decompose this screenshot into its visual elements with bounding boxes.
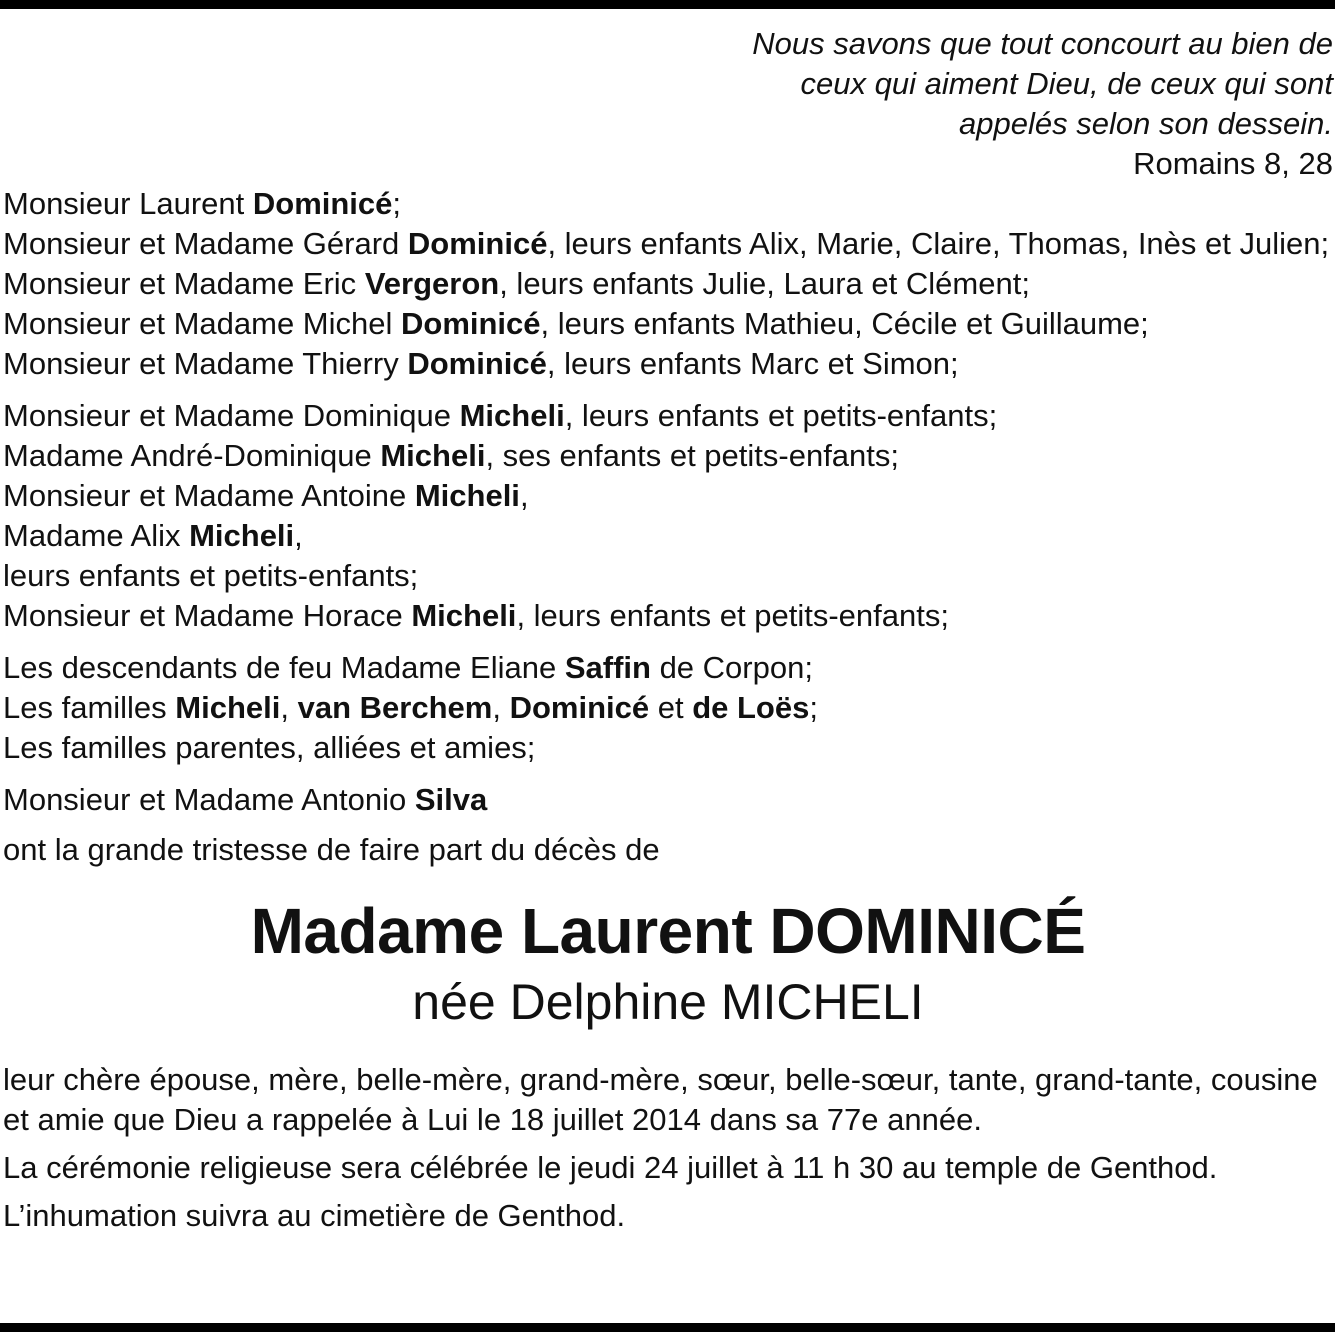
notice-details [3,1060,1333,1236]
family-line: Monsieur et Madame Antoine Micheli, [3,478,529,513]
family-line: Madame André-Dominique Micheli, ses enfants et petits-enfants; [3,438,900,473]
top-rule [0,0,1335,9]
announcement-text: ont la grande tristesse de faire part du décès de [3,832,660,867]
family-group-2 [3,396,1333,636]
family-line: Monsieur et Madame Gérard Dominicé, leurs enfants Alix, Marie, Claire, Thomas, Inès et Julien; [3,226,1330,261]
family-line: Madame Alix Micheli, [3,518,303,553]
quote-reference: Romains 8, 28 [1133,146,1333,181]
family-group-1 [3,184,1333,384]
ceremony-text: La cérémonie religieuse sera célébrée le jeudi 24 juillet à 11 h 30 au temple de Genthod. [3,1150,1218,1185]
family-group-4 [3,780,1333,820]
burial-text: L’inhumation suivra au cimetière de Genthod. [3,1198,626,1233]
family-line: Monsieur et Madame Eric Vergeron, leurs enfants Julie, Laura et Clément; [3,266,1030,301]
notice-content [3,24,1333,1244]
scripture-quote [3,24,1333,144]
family-line: Monsieur et Madame Thierry Dominicé, leurs enfants Marc et Simon; [3,346,959,381]
family-line: Les descendants de feu Madame Eliane Saffin de Corpon; [3,650,813,685]
quote-line: Nous savons que tout concourt au bien de [752,26,1333,61]
family-line: Monsieur et Madame Dominique Micheli, leurs enfants et petits-enfants; [3,398,998,433]
family-line: Monsieur et Madame Michel Dominicé, leurs enfants Mathieu, Cécile et Guillaume; [3,306,1149,341]
bottom-rule [0,1323,1335,1332]
deceased-birth-name: née Delphine MICHELI [412,974,924,1030]
quote-line: ceux qui aiment Dieu, de ceux qui sont [800,66,1333,101]
family-line: Monsieur et Madame Antonio Silva [3,782,488,817]
deceased-name: Madame Laurent DOMINICÉ [250,895,1086,967]
family-line: Les familles parentes, alliées et amies; [3,730,536,765]
quote-line: appelés selon son dessein. [959,106,1333,141]
family-line: Monsieur Laurent Dominicé; [3,186,402,221]
description-text: leur chère épouse, mère, belle-mère, grand-mère, sœur, belle-sœur, tante, grand-tante, cousine et amie que Dieu a rappelée à Lui le 18 juillet 2014 dans sa 77e année. [3,1062,1318,1137]
family-line: Les familles Micheli, van Berchem, Dominicé et de Loës; [3,690,818,725]
family-line: Monsieur et Madame Horace Micheli, leurs enfants et petits-enfants; [3,598,949,633]
family-group-3 [3,648,1333,768]
family-line: leurs enfants et petits-enfants; [3,558,419,593]
